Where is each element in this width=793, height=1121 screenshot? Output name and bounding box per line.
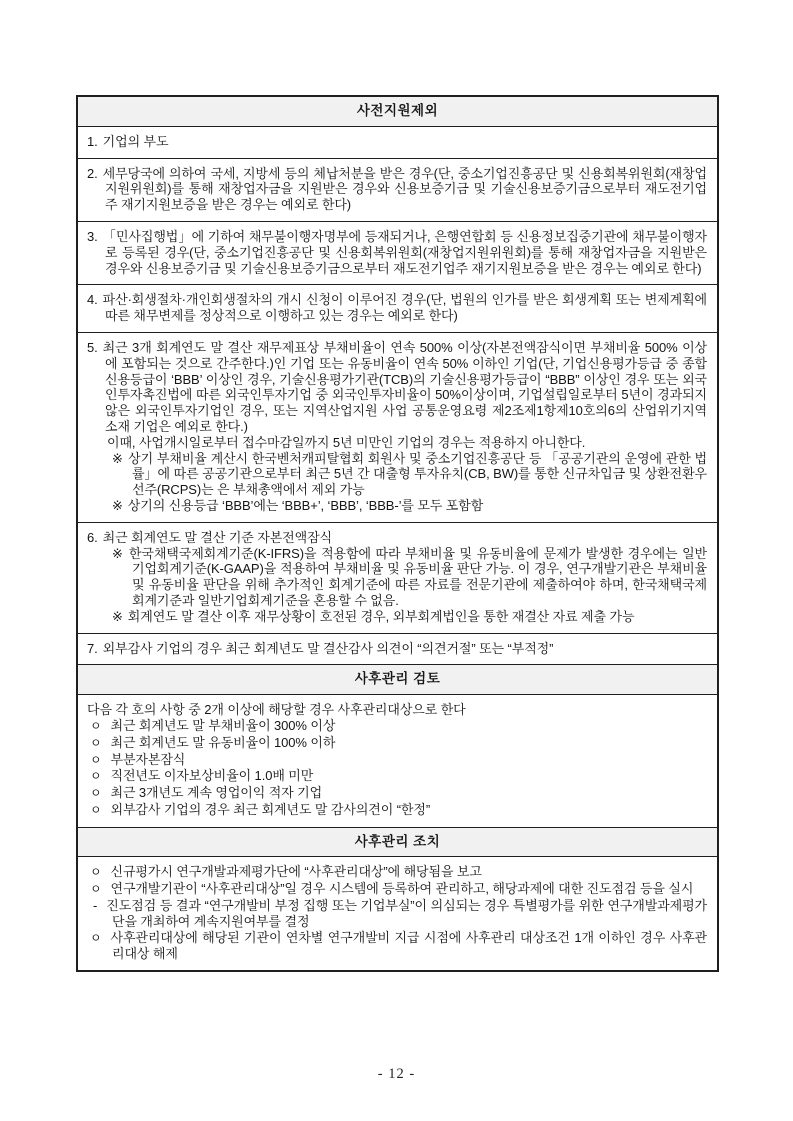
exclusion-item-3 [78, 221, 717, 284]
exclusion-item-2 [78, 158, 717, 221]
review-intro: 다음 각 호의 사항 중 2개 이상에 해당할 경우 사후관리대상으로 한다 [87, 702, 466, 718]
bullet-text: 연구개발기관이 “사후관리대상”일 경우 시스템에 등록하여 관리하고, 해당과제에 대한 진도점검 등을 실시 [110, 881, 694, 897]
item-text: 파산·회생절차·개인회생절차의 개시 신청이 이루어진 경우(단, 법원의 인가를 받은 회생계획 또는 변제계획에 따른 채무변제를 정상적으로 이행하고 있는 경우는 예외로 한다) [102, 292, 707, 324]
reference-mark-icon: ※ [112, 497, 123, 513]
item-number: 1. [87, 133, 98, 149]
action-bullet [90, 930, 707, 963]
bullet-text: 사후관리대상에 해당된 기관이 연차별 연구개발비 지급 시점에 사후관리 대상조건 1개 이하인 경우 사후관리대상 해제 [110, 929, 707, 962]
bullet-text: 부분자본잠식 [110, 751, 186, 767]
circle-bullet-icon: ㅇ [90, 865, 102, 880]
item-text: 「민사집행법」에 기하여 채무불이행자명부에 등재되거나, 은행연합회 등 신용정보집중기관에 채무불이행자로 등록된 경우(단, 중소기업진흥공단 및 신용회복위원회(재창업지원위원회)를 통해 재창업자금을 지원받은 경우와 신용보증기금 및 기술신용보증기금으로부터 재도전기업주 재기지원보증을 받은 경우는 예외로 한다) [102, 228, 707, 276]
note-line [87, 451, 707, 498]
circle-bullet-icon: ㅇ [90, 752, 102, 767]
dash-bullet-icon: - [93, 898, 98, 914]
note-line [87, 546, 707, 609]
circle-bullet-icon: ㅇ [90, 735, 102, 750]
note-text: 한국채택국제회계기준(K-IFRS)을 적용함에 따라 부채비율 및 유동비율에 문제가 발생한 경우에는 일반기업회계기준(K-GAAP)을 적용하여 부채비율 및 유동비율 판단 가능. 이 경우, 연구개발기관은 부채비율 및 유동비율 판단을 위해 추가적인 회계기준에 따른 자료를 전문기관에 제출하여야 하며, 한국채택국제회계기준과 일반기업회계기준을 혼용할 수 없음. [128, 545, 707, 608]
bullet-text: 외부감사 기업의 경우 최근 회계년도 말 감사의견이 “한정” [110, 801, 431, 817]
circle-bullet-icon: ㅇ [90, 718, 102, 733]
exclusion-item-7 [78, 633, 717, 665]
review-bullet [90, 752, 707, 769]
item-number: 2. [87, 165, 98, 181]
action-content [78, 856, 717, 970]
circle-bullet-icon: ㅇ [90, 802, 102, 817]
section-header-action [78, 827, 717, 857]
bullet-text: 최근 회계년도 말 부채비율이 300% 이상 [110, 717, 336, 733]
note-text: 상기의 신용등급 ‘BBB’에는 ‘BBB+’, ‘BBB’, ‘BBB-’를 모두 포함함 [127, 497, 484, 513]
bullet-text: 직전년도 이자보상비율이 1.0배 미만 [110, 768, 314, 784]
section-header-action-label: 사후관리 조치 [354, 833, 441, 849]
bullet-text: 최근 3개년도 계속 영업이익 적자 기업 [110, 785, 323, 801]
exclusion-item-5 [78, 332, 717, 522]
item-number: 6. [87, 529, 98, 545]
item-text: 기업의 부도 [102, 133, 169, 149]
review-bullet [90, 768, 707, 785]
item-text: 외부감사 기업의 경우 최근 회계년도 말 결산감사 의견이 “의견거절” 또는 “부적정” [102, 640, 554, 656]
reference-mark-icon: ※ [112, 450, 124, 466]
item-text: 최근 회계연도 말 결산 기준 자본전액잠식 [102, 529, 333, 545]
item-number: 7. [87, 640, 98, 656]
note-text: 회계연도 말 결산 이후 재무상황이 호전된 경우, 외부회계법인을 통한 재결산 자료 제출 가능 [127, 608, 635, 624]
item-text: 세무당국에 의하여 국세, 지방세 등의 체납처분을 받은 경우(단, 중소기업진흥공단 및 신용회복위원회(재창업지원위원회)를 통해 재창업자금을 지원받은 경우와 신용보증기금 및 기술신용보증기금으로부터 재도전기업주 재기지원보증을 받은 경우는 예외로 한다) [102, 165, 707, 213]
bullet-text: 진도점검 등 결과 “연구개발비 부정 집행 또는 기업부실”이 의심되는 경우 특별평가를 위한 연구개발과제평가단을 개최하여 계속지원여부를 결정 [106, 898, 707, 929]
reference-mark-icon: ※ [112, 545, 124, 561]
note-text: 상기 부채비율 계산시 한국벤처캐피탈협회 회원사 및 중소기업진흥공단 등 「공공기관의 운영에 관한 법률」에 따른 공공기관으로부터 최근 5년 간 대출형 투자유치(CB, BW)를 통한 신규차입금 및 상환전환우선주(RCPS)는 은 부채총액에서 제외 가능 [128, 450, 707, 498]
note-line [87, 609, 707, 625]
page-number: - 12 - [377, 1066, 416, 1082]
section-header-review-label: 사후관리 검토 [354, 671, 441, 687]
action-bullet [90, 864, 707, 881]
circle-bullet-icon: ㅇ [90, 930, 102, 945]
bullet-text: 신규평가시 연구개발과제평가단에 “사후관리대상”에 해당됨을 보고 [110, 864, 482, 880]
circle-bullet-icon: ㅇ [90, 882, 102, 897]
review-bullet [90, 802, 707, 819]
bullet-text: 최근 회계년도 말 유동비율이 100% 이하 [110, 734, 336, 750]
section-header-pre-exclusion-label: 사전지원제외 [356, 103, 439, 118]
review-bullet [90, 718, 707, 735]
reference-mark-icon: ※ [112, 608, 123, 624]
review-bullet [90, 785, 707, 802]
item-number: 4. [87, 292, 98, 308]
exclusion-item-1 [78, 126, 717, 158]
section-header-pre-exclusion [78, 97, 717, 126]
exclusion-item-4 [78, 284, 717, 332]
item-number: 5. [87, 339, 98, 355]
note-line [87, 498, 707, 514]
review-content [78, 694, 717, 827]
exclusion-item-6 [78, 522, 717, 633]
criteria-table [76, 95, 719, 972]
item-number: 3. [87, 228, 98, 244]
review-bullet [90, 735, 707, 752]
section-header-review [78, 664, 717, 694]
item-text: 최근 3개 회계연도 말 결산 재무제표상 부채비율이 연속 500% 이상(자본전액잠식이면 부채비율 500% 이상에 포함되는 것으로 간주한다.)인 기업 또는 유동비율이 연속 50% 이하인 기업(단, 기업신용평가등급 중 종합신용등급이 ‘BBB’ 이상인 경우, 기술신용평가기관(TCB)의 기술신용평가등급이 “BBB” 이상인 경우 또는 외국인투자촉진법에 따른 외국인투자기업 중 외국인투자비율이 50%이상이며, 기업설립일로부터 5년이 경과되지 않은 외국인투자기업인 경우, 또는 지역산업지원 사업 공통운영요령 제2조제1항제10호의6의 산업위기지역 소재 기업은 예외로 한다.) [102, 339, 707, 434]
circle-bullet-icon: ㅇ [90, 769, 102, 784]
action-sub-bullet [93, 898, 707, 930]
action-bullet [90, 881, 707, 898]
item-extra-text: 이때, 사업개시일로부터 접수마감일까지 5년 미만인 기업의 경우는 적용하지 아니한다. [107, 434, 586, 450]
circle-bullet-icon: ㅇ [90, 786, 102, 801]
